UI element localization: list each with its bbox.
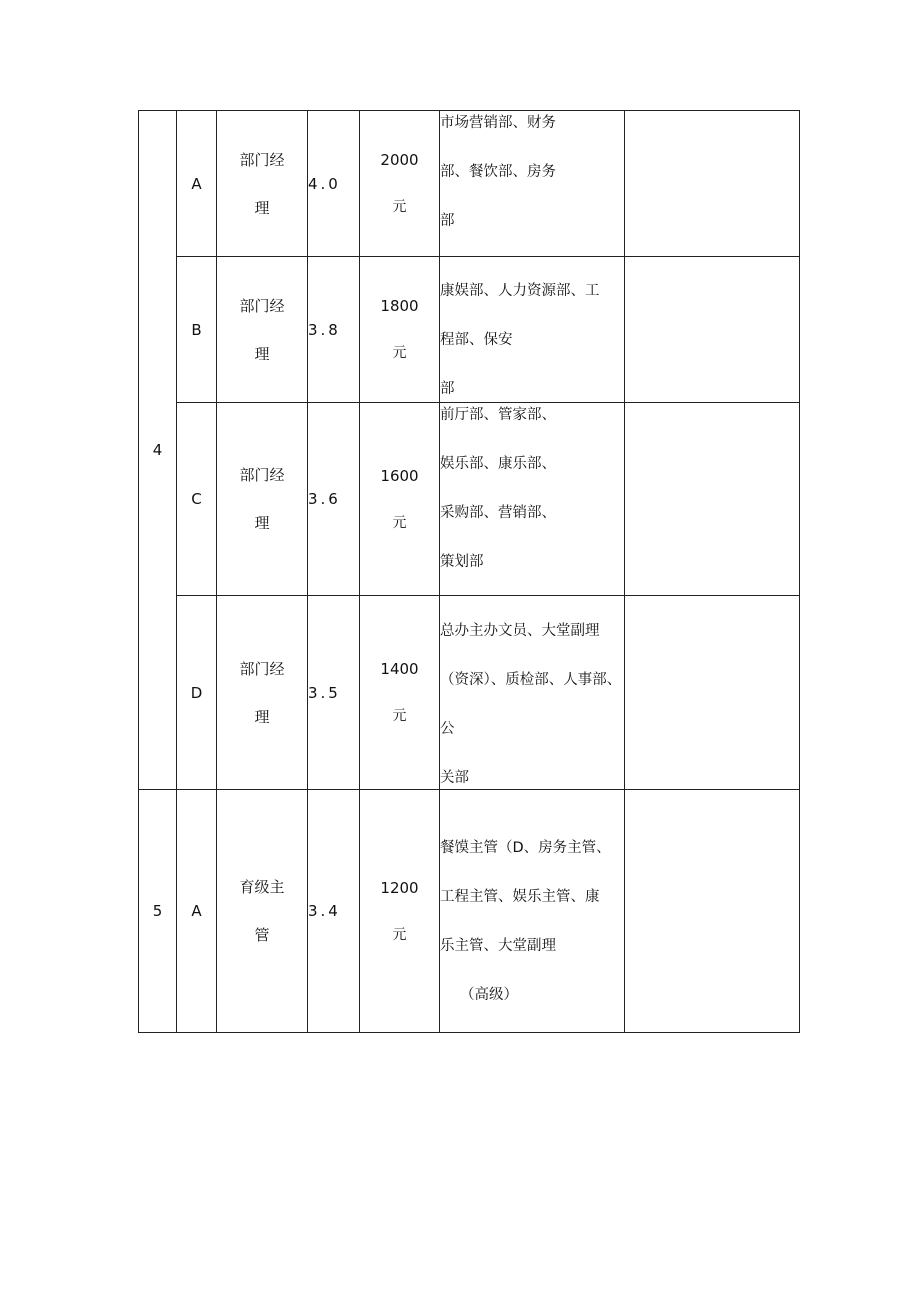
note-cell	[625, 403, 800, 596]
applicable-posts-cell	[440, 257, 625, 403]
table-row	[139, 111, 800, 257]
title-line: 部门经	[239, 466, 285, 484]
posts-line: 总办主办文员、大堂副理	[440, 623, 600, 639]
posts-line: 采购部、营销部、	[440, 505, 556, 521]
grade-salary-table	[138, 110, 800, 1033]
note-cell	[625, 257, 800, 403]
applicable-posts-cell	[440, 111, 625, 257]
posts-line: 工程主管、娱乐主管、康	[440, 889, 600, 905]
table-row	[139, 790, 800, 1033]
pay-amount: 1200	[380, 878, 419, 897]
posts-line: （高级）	[460, 987, 518, 1003]
title-line: 育级主	[239, 878, 285, 896]
pay-unit: 元	[392, 345, 407, 362]
title-line: 部门经	[239, 150, 285, 169]
coefficient-cell: 3.6	[308, 403, 360, 596]
coefficient-cell: 3.8	[308, 257, 360, 403]
note-cell	[625, 111, 800, 257]
title-line: 部门经	[239, 659, 285, 678]
title-line: 部门经	[239, 296, 285, 315]
posts-line: 前厅部、管家部、	[440, 407, 556, 423]
title-line: 理	[254, 514, 270, 532]
posts-line: 市场营销部、财务	[440, 115, 556, 131]
pay-amount: 2000	[380, 151, 419, 170]
applicable-posts-cell	[440, 403, 625, 596]
pay-amount: 1400	[380, 660, 419, 679]
coefficient-cell: 3.5	[308, 596, 360, 790]
pay-cell	[360, 403, 440, 596]
posts-line: 餐馍主管（D、房务主管、	[440, 840, 611, 856]
level-cell: 4	[139, 111, 177, 790]
note-cell	[625, 790, 800, 1033]
position-title-cell	[217, 790, 308, 1033]
title-line: 理	[254, 344, 270, 363]
pay-amount: 1800	[380, 297, 419, 316]
note-cell	[625, 596, 800, 790]
sub-level-cell: A	[177, 790, 217, 1033]
pay-cell	[360, 790, 440, 1033]
posts-line: 程部、保安	[440, 332, 513, 348]
applicable-posts-cell	[440, 790, 625, 1033]
posts-line: 部	[440, 381, 455, 397]
sub-level-cell: C	[177, 403, 217, 596]
sub-level-cell: B	[177, 257, 217, 403]
posts-line: 康娱部、人力资源部、工	[440, 283, 600, 299]
pay-unit: 元	[392, 514, 407, 531]
coefficient-cell: 3.4	[308, 790, 360, 1033]
posts-line: （资深）、质检部、人事部、	[440, 672, 622, 688]
level-cell: 5	[139, 790, 177, 1033]
coefficient-cell: 4.0	[308, 111, 360, 257]
posts-line: 部	[440, 213, 455, 229]
table-row	[139, 403, 800, 596]
title-line: 理	[254, 198, 270, 217]
posts-line: 部、餐饮部、房务	[440, 164, 556, 180]
pay-cell	[360, 596, 440, 790]
position-title-cell	[217, 403, 308, 596]
posts-line: 乐主管、大堂副理	[440, 938, 556, 954]
posts-line: 关部	[440, 770, 469, 786]
table-row	[139, 257, 800, 403]
pay-unit: 元	[392, 199, 407, 216]
pay-cell	[360, 111, 440, 257]
position-title-cell	[217, 596, 308, 790]
title-line: 管	[254, 926, 270, 944]
position-title-cell	[217, 257, 308, 403]
posts-line: 娱乐部、康乐部、	[440, 456, 556, 472]
table-row	[139, 596, 800, 790]
pay-unit: 元	[392, 926, 407, 943]
pay-unit: 元	[392, 708, 407, 725]
posts-line: 公	[440, 721, 455, 737]
sub-level-cell: D	[177, 596, 217, 790]
sub-level-cell: A	[177, 111, 217, 257]
title-line: 理	[254, 707, 270, 726]
pay-cell	[360, 257, 440, 403]
position-title-cell	[217, 111, 308, 257]
pay-amount: 1600	[380, 466, 419, 485]
posts-line: 策划部	[440, 554, 484, 570]
applicable-posts-cell	[440, 596, 625, 790]
